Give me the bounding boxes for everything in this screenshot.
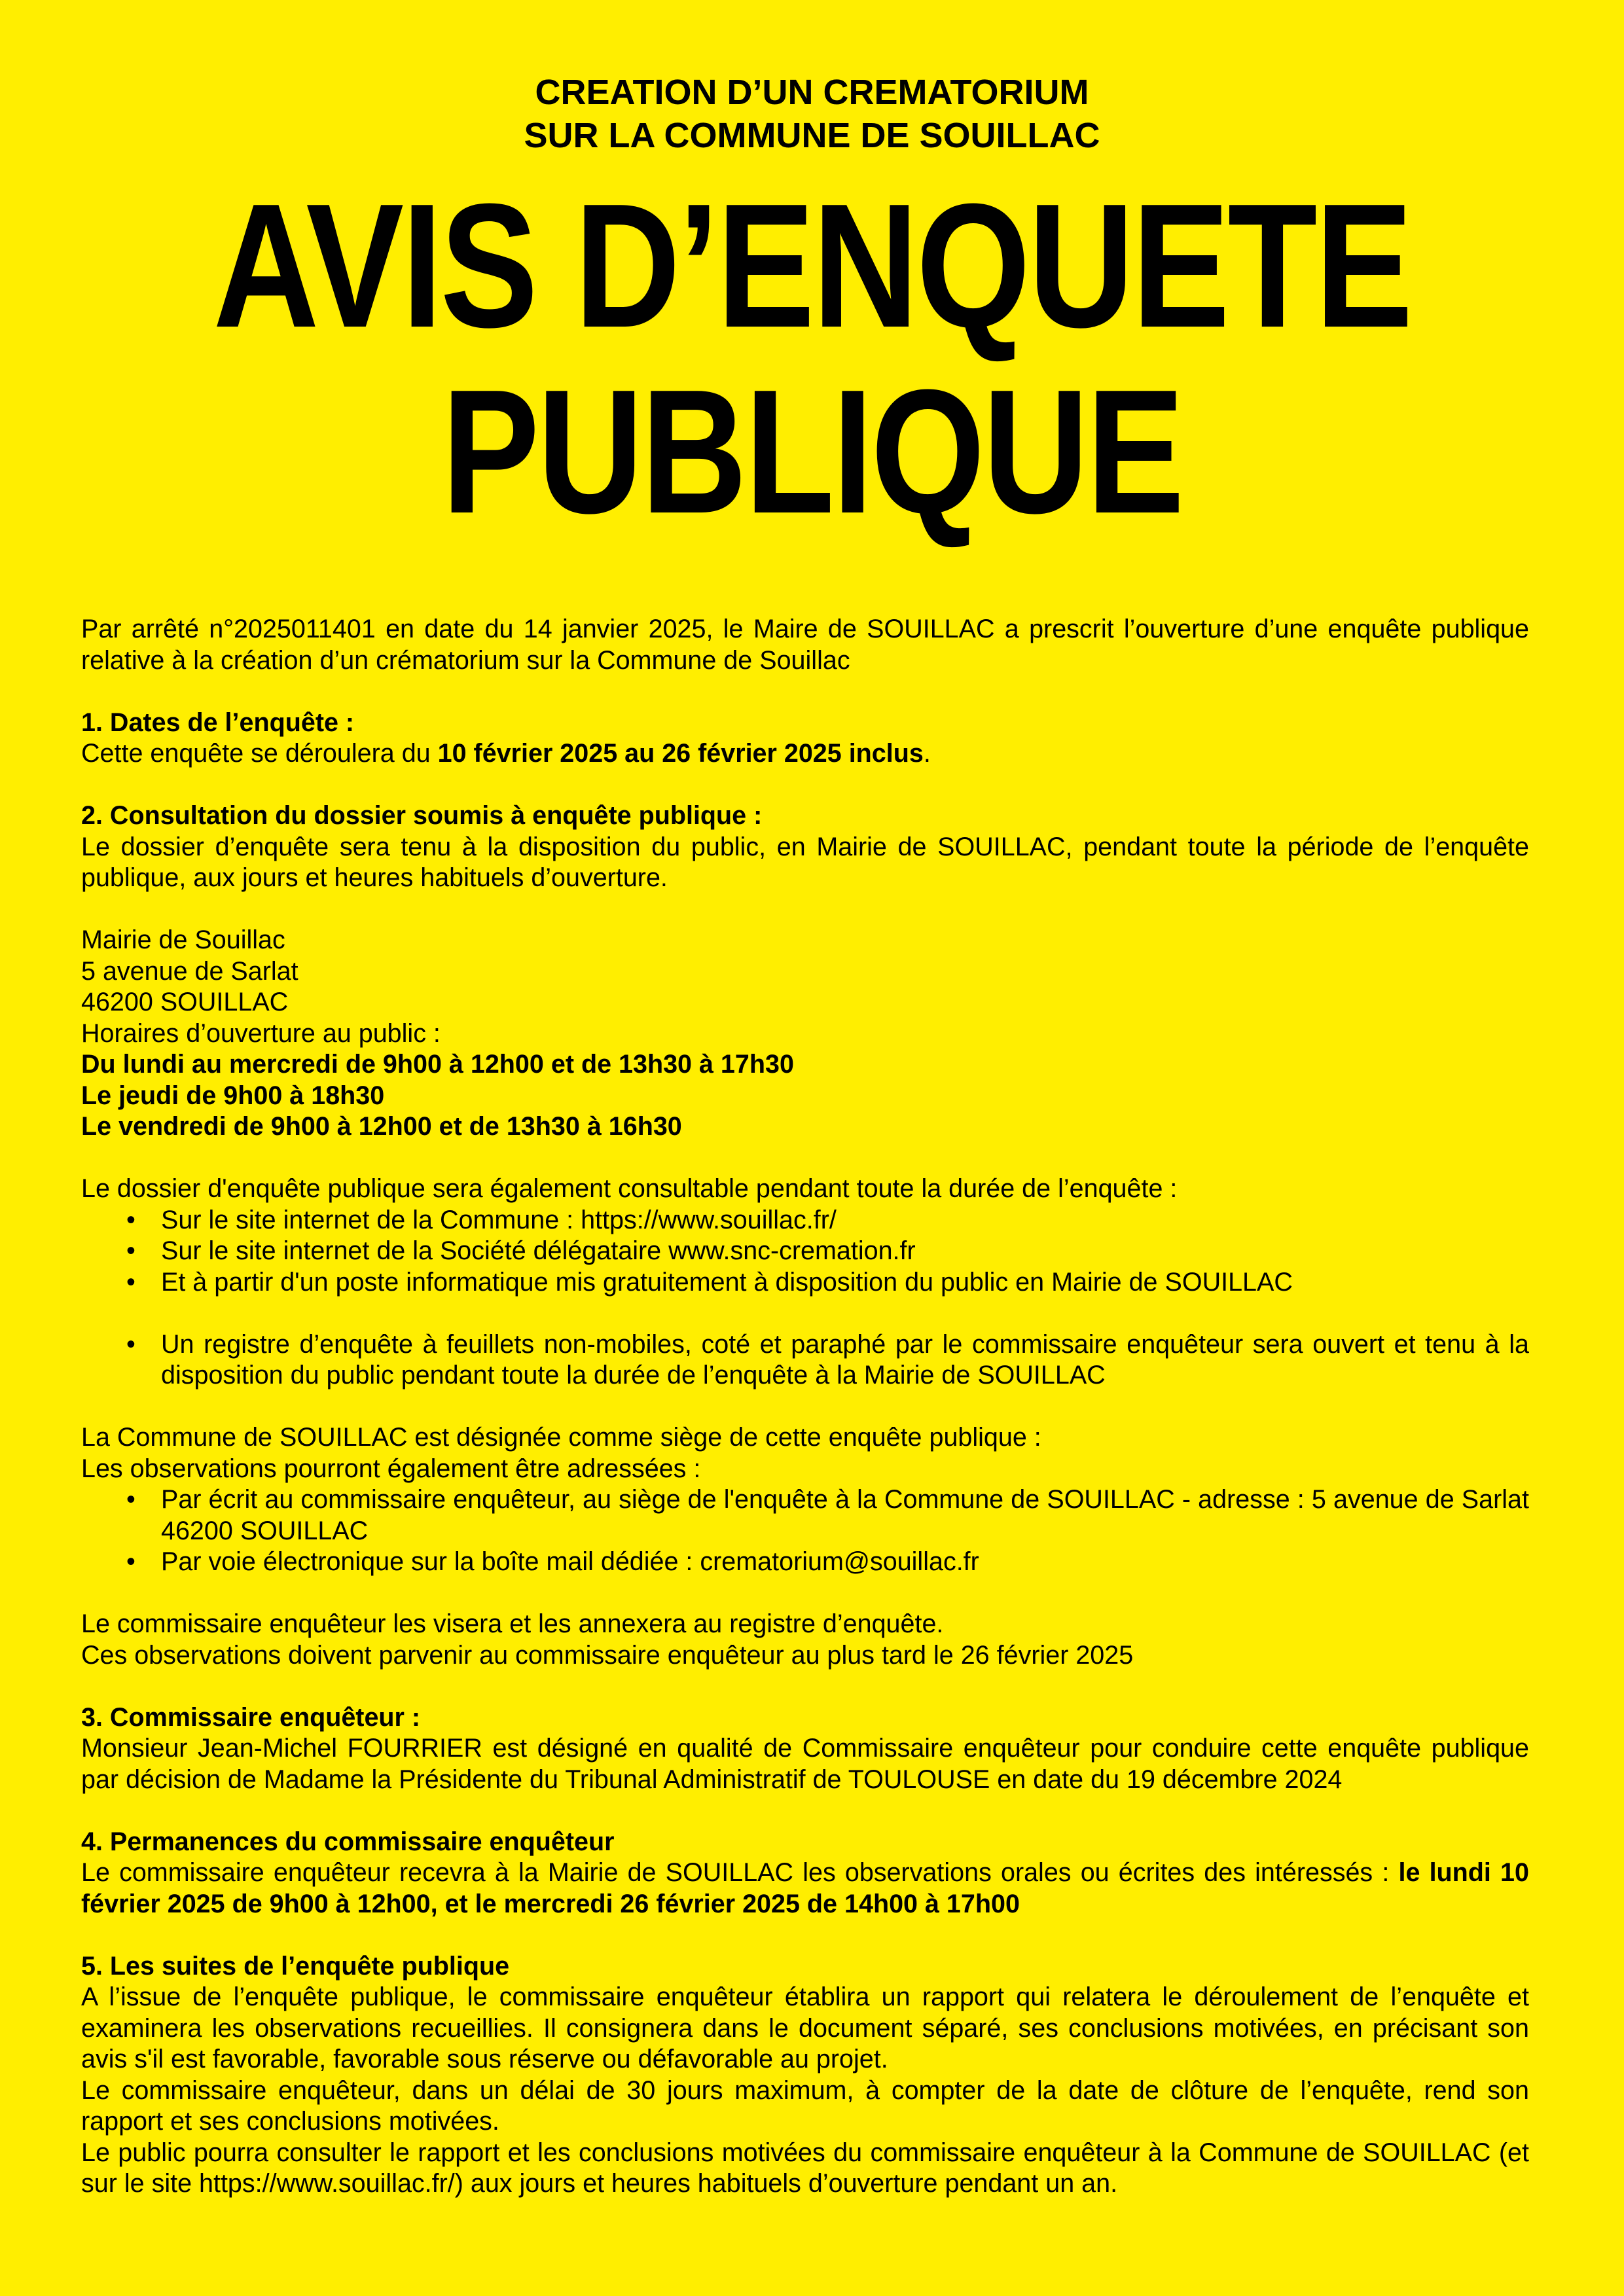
observations-list [81,1484,1529,1578]
address-line: Mairie de Souillac [81,925,285,954]
mairie-address [81,925,1529,1143]
hours-line: Le jeudi de 9h00 à 18h30 [81,1081,385,1110]
hours-label: Horaires d’ouverture au public : [81,1018,441,1048]
list-item: • Sur le site internet de la Société délégataire www.snc-cremation.fr [161,1236,1529,1267]
visa-text: Le commissaire enquêteur les visera et les annexera au registre d’enquête. [81,1609,944,1638]
main-title-line-2: PUBLIQUE [441,353,1183,550]
address-line: 5 avenue de Sarlat [81,956,298,986]
section-2-heading: 2. Consultation du dossier soumis à enquête publique : [81,801,763,830]
observations-intro: Les observations pourront également être adressées : [81,1454,701,1483]
online-list [81,1205,1529,1299]
address-line: 46200 SOUILLAC [81,988,289,1016]
list-item: • Par voie électronique sur la boîte mail dédiée : crematorium@souillac.fr [161,1547,1529,1578]
main-title-line-1: AVIS D’ENQUETE [213,168,1411,365]
section-3-heading: 3. Commissaire enquêteur : [81,1702,421,1732]
section-5-paragraph-2: Le commissaire enquêteur, dans un délai de 30 jours maximum, à compter de la date de clôture de l’enquête, rend son rapport et ses conclusions motivées. [81,2075,1529,2136]
section-5-paragraph-3: Le public pourra consulter le rapport et les conclusions motivées du commissaire enquêteur à la Commune de SOUILLAC (et sur le site https://www.souillac.fr/) aux jours et heures habituels d’ouverture pendant un an. [81,2138,1529,2198]
section-5-heading: 5. Les suites de l’enquête publique [81,1951,510,1981]
section-4-text: Le commissaire enquêteur recevra à la Mairie de SOUILLAC les observations orales ou écrites des intéressés : le lundi 10 février 2025 de 9h00 à 12h00, et le mercredi 26 février 2025 de 14h00 à 17h00 [81,1858,1529,1918]
hours-line: Le vendredi de 9h00 à 12h00 et de 13h30 à 16h30 [81,1112,682,1141]
list-item: • Sur le site internet de la Commune : https://www.souillac.fr/ [161,1205,1529,1236]
list-item: • Et à partir d'un poste informatique mis gratuitement à disposition du public en Mairie de SOUILLAC [161,1267,1529,1299]
section-1-heading: 1. Dates de l’enquête : [81,708,355,737]
project-subtitle [0,71,1624,157]
deadline-text: Ces observations doivent parvenir au commissaire enquêteur au plus tard le 26 février 2025 [81,1640,1134,1670]
section-3-text: Monsieur Jean-Michel FOURRIER est désigné en qualité de Commissaire enquêteur pour conduire cette enquête publique par décision de Madame la Présidente du Tribunal Administratif de TOULOUSE en date du 19 décembre 2024 [81,1734,1529,1794]
permanences-highlight: le lundi 10 février 2025 de 9h00 à 12h00, et le mercredi 26 février 2025 de 14h00 à 17h00 [81,1858,1529,1918]
registre-list [81,1329,1529,1391]
hours-line: Du lundi au mercredi de 9h00 à 12h00 et de 13h30 à 17h30 [81,1050,794,1079]
section-4-heading: 4. Permanences du commissaire enquêteur [81,1827,615,1856]
list-item: • Par écrit au commissaire enquêteur, au siège de l'enquête à la Commune de SOUILLAC - adresse : 5 avenue de Sarlat 46200 SOUILLAC [161,1484,1529,1547]
section-1-text: Cette enquête se déroulera du 10 février 2025 au 26 février 2025 inclus. [81,739,931,768]
siege-text: La Commune de SOUILLAC est désignée comme siège de cette enquête publique : [81,1423,1041,1452]
online-intro: Le dossier d'enquête publique sera également consultable pendant toute la durée de l’enquête : [81,1174,1178,1203]
subtitle-line-2: SUR LA COMMUNE DE SOUILLAC [524,116,1100,155]
section-5-paragraph-1: A l’issue de l’enquête publique, le commissaire enquêteur établira un rapport qui relatera le déroulement de l’enquête et examinera les observations recueillies. Il consignera dans le document séparé, ses conclusions motivées, en précisant son avis s'il est favorable, favorable sous réserve ou défavorable au projet. [81,1982,1529,2073]
subtitle-line-1: CREATION D’UN CREMATORIUM [535,73,1089,112]
notice-body [81,614,1529,2200]
section-2-text: Le dossier d’enquête sera tenu à la disposition du public, en Mairie de SOUILLAC, pendant toute la période de l’enquête publique, aux jours et heures habituels d’ouverture. [81,832,1529,892]
dates-highlight: 10 février 2025 au 26 février 2025 inclus [437,739,924,768]
intro-paragraph: Par arrêté n°2025011401 en date du 14 janvier 2025, le Maire de SOUILLAC a prescrit l’ouverture d’une enquête publique relative à la création d’un crématorium sur la Commune de Souillac [81,615,1529,675]
list-item: • Un registre d’enquête à feuillets non-mobiles, coté et paraphé par le commissaire enquêteur sera ouvert et tenu à la disposition du public pendant toute la durée de l’enquête à la Mairie de SOUILLAC [161,1329,1529,1391]
